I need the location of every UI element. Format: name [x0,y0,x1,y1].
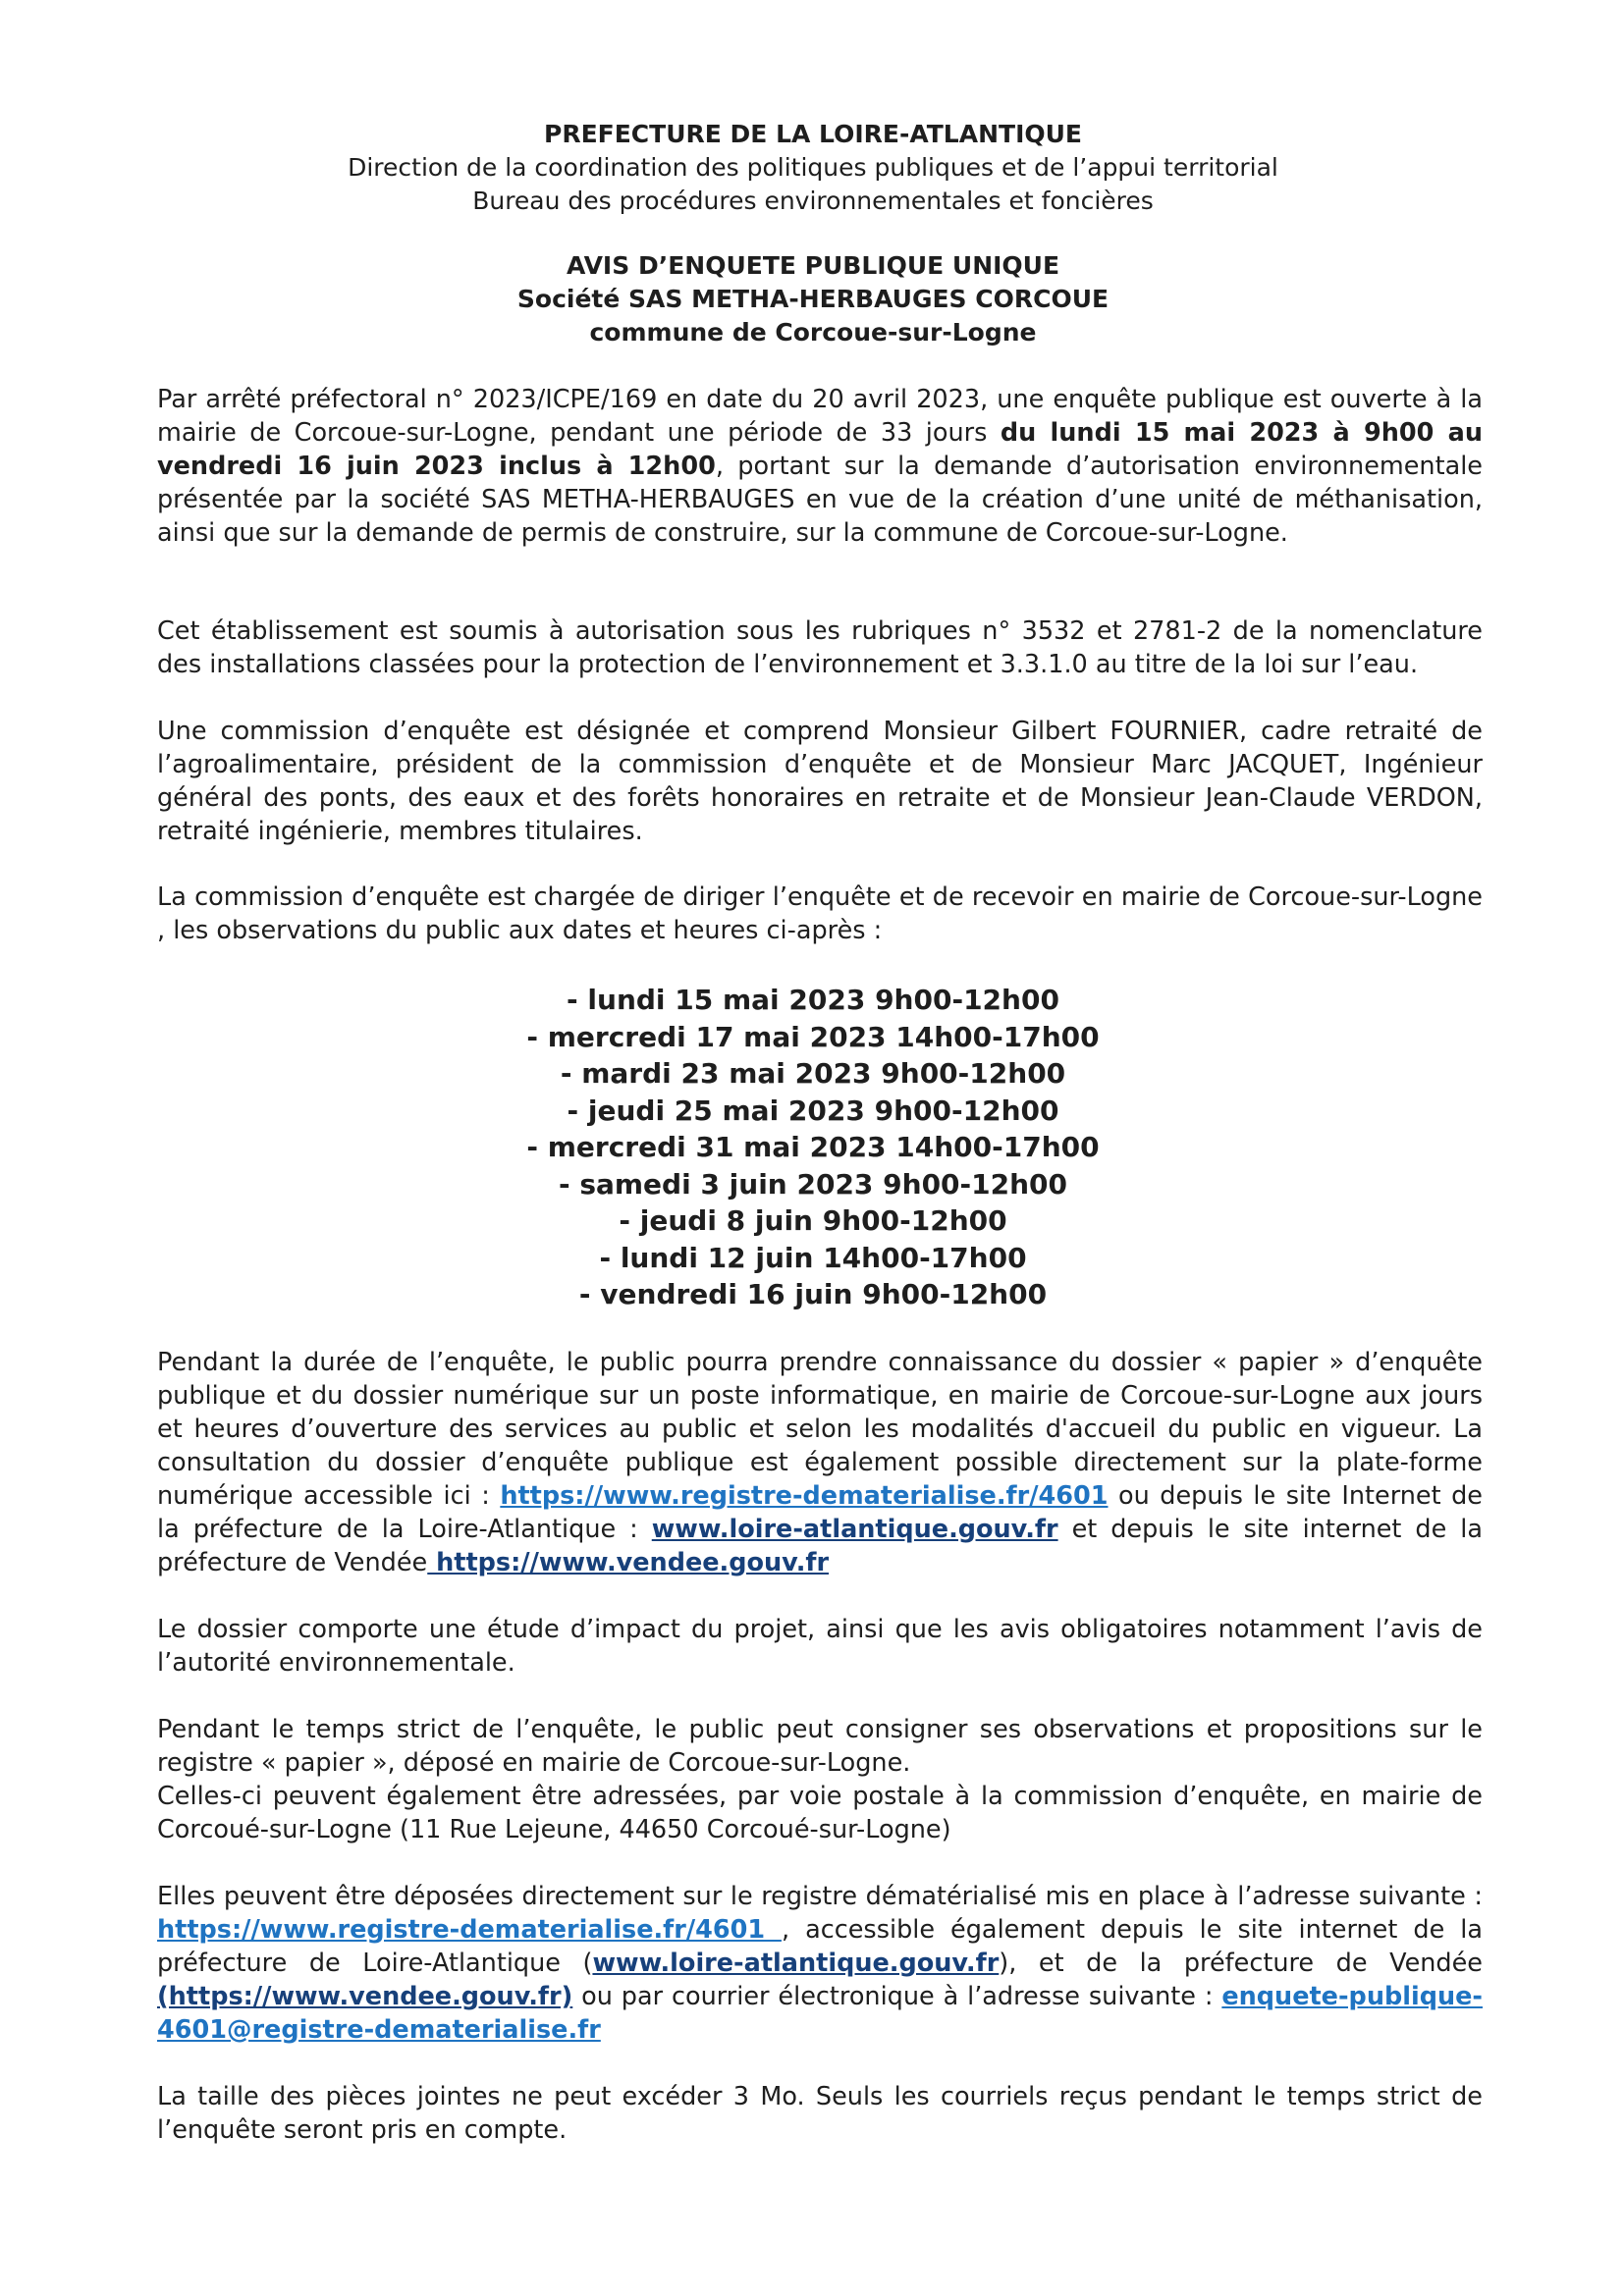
registre-link-2[interactable]: https://www.registre-dematerialise.fr/4601 [157,1915,782,1945]
consultation-text-3: et depuis le site internet de la préfecture de Vendée [157,1515,1483,1577]
date-item: - lundi 12 juin 14h00-17h00 [599,1241,1027,1274]
registre-text: Pendant le temps strict de l’enquête, le public peut consigner ses observations et propositions sur le registre « papier », déposé en mairie de Corcoue-sur-Logne. [157,1715,1483,1778]
date-item: - mardi 23 mai 2023 9h00-12h00 [560,1057,1066,1090]
paragraph-arrete [157,383,1483,550]
paragraph-pieces-jointes: La taille des pièces jointes ne peut excéder 3 Mo. Seuls les courriels reçus pendant le temps strict de l’enquête seront pris en compte. [157,2082,1483,2145]
paragraph-dossier: Le dossier comporte une étude d’impact du projet, ainsi que les avis obligatoires notamment l’avis de l’autorité environnementale. [157,1615,1483,1678]
vendee-link[interactable]: https://www.vendee.gouv.fr [427,1548,830,1577]
paragraph-rubriques: Cet établissement est soumis à autorisation sous les rubriques n° 3532 et 2781-2 de la nomenclature des installations classées pour la protection de l’environnement et 3.3.1.0 au titre de la loi sur l’eau. [157,616,1483,679]
bureau-line: Bureau des procédures environnementales et foncières [472,187,1154,215]
company-line: Société SAS METHA-HERBAUGES CORCOUE [516,285,1110,313]
depot-text-2: , accessible également depuis le site internet de la préfecture de Loire-Atlantique ( [157,1915,1483,1978]
loire-atlantique-link[interactable]: www.loire-atlantique.gouv.fr [651,1515,1058,1544]
date-item: - jeudi 8 juin 9h00-12h00 [619,1204,1007,1237]
direction-line: Direction de la coordination des politiques publiques et de l’appui territorial [348,153,1278,182]
arrete-text: Par arrêté préfectoral n° 2023/ICPE/169 en date du 20 avril 2023, une enquête publique est ouverte à la mairie de Corcoue-sur-Logne, pendant une période de 33 jours [157,385,1483,448]
loire-atlantique-link-2[interactable]: www.loire-atlantique.gouv.fr [592,1949,1000,1978]
date-item: - samedi 3 juin 2023 9h00-12h00 [558,1167,1068,1201]
paragraph-registre [157,1713,1483,1846]
paragraph-commission: Une commission d’enquête est désignée et comprend Monsieur Gilbert FOURNIER, cadre retraité de l’agroalimentaire, président de la commission d’enquête et de Monsieur Marc JACQUET, Ingénieur général des ponts, des eaux et des forêts honoraires en retraite et de Monsieur Jean-Claude VERDON, retraité ingénierie, membres titulaires. [157,717,1483,846]
date-item: - jeudi 25 mai 2023 9h00-12h00 [567,1094,1059,1127]
letterhead [157,118,1469,218]
commune-line: commune de Corcoue-sur-Logne [589,318,1037,347]
consultation-text-2: ou depuis le site Internet de la préfecture de la Loire-Atlantique : [157,1481,1483,1544]
postal-text: Celles-ci peuvent également être adressées, par voie postale à la commission d’enquête, en mairie de Corcoué-sur-Logne (11 Rue Lejeune, 44650 Corcoué-sur-Logne) [157,1782,1483,1844]
depot-text-3: ), et de la préfecture de Vendée [999,1949,1483,1978]
avis-title: AVIS D’ENQUETE PUBLIQUE UNIQUE [566,251,1060,280]
registre-link[interactable]: https://www.registre-dematerialise.fr/4601 [500,1481,1109,1511]
paragraph-consultation [157,1346,1483,1579]
prefecture-title: PREFECTURE DE LA LOIRE-ATLANTIQUE [544,120,1082,148]
date-item: - mercredi 17 mai 2023 14h00-17h00 [526,1020,1100,1053]
enquiry-period: du lundi 15 mai 2023 à 9h00 au vendredi 16 juin 2023 inclus à 12h00 [157,418,1483,481]
arrete-text-end: , portant sur la demande d’autorisation environnementale présentée par la société SAS METHA-HERBAUGES en vue de la création d’une unité de méthanisation, ainsi que sur la demande de permis de construire, sur la commune de Corcoue-sur-Logne. [157,452,1483,548]
email-link[interactable]: enquete-publique-4601@registre-dematerialise.fr [157,1982,1483,2045]
depot-text: Elles peuvent être déposées directement sur le registre dématérialisé mis en place à l’adresse suivante : [157,1882,1483,1911]
depot-text-4: ou par courrier électronique à l’adresse suivante : [572,1982,1222,2011]
notice-heading [157,249,1469,349]
paragraph-depot [157,1880,1483,2047]
date-item: - mercredi 31 mai 2023 14h00-17h00 [526,1131,1100,1163]
consultation-text: Pendant la durée de l’enquête, le public pourra prendre connaissance du dossier « papier » d’enquête publique et du dossier numérique sur un poste informatique, en mairie de Corcoue-sur-Logne aux jours et heures d’ouverture des services au public et selon les modalités d'accueil du public en vigueur. La consultation du dossier d’enquête publique est également possible directement sur la plate-forme numérique accessible ici : [157,1348,1483,1511]
paragraph-permanences: La commission d’enquête est chargée de diriger l’enquête et de recevoir en mairie de Corcoue-sur-Logne , les observations du public aux dates et heures ci-après : [157,882,1483,945]
vendee-link-2[interactable]: (https://www.vendee.gouv.fr) [157,1982,573,2011]
permanence-dates [157,982,1469,1313]
date-item: - lundi 15 mai 2023 9h00-12h00 [567,984,1059,1016]
date-item: - vendredi 16 juin 9h00-12h00 [578,1278,1048,1310]
